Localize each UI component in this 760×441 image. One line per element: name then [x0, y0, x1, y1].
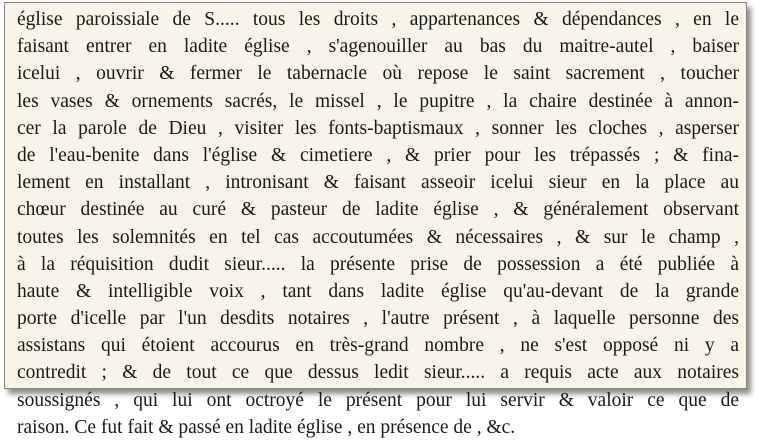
text-line: chœur destinée au curé & pasteur de ladite église , & généralement observant: [17, 199, 739, 221]
text-line: contredit ; & de tout ce que dessus ledit sieur..... a requis acte aux notaires: [17, 362, 739, 384]
text-line: à la réquisition dudit sieur..... la présente prise de possession a été publiée à: [17, 253, 739, 275]
text-line: lement en installant , intronisant & faisant asseoir icelui sieur en la place au: [17, 172, 739, 194]
text-line: cer la parole de Dieu , visiter les fonts-baptismaux , sonner les cloches , asperser: [17, 117, 739, 139]
text-line: porte d'icelle par l'un desdits notaires , l'autre présent , à laquelle personne des: [17, 308, 739, 330]
text-line: soussignés , qui lui ont octroyé le présent pour lui servir & valoir ce que de: [17, 389, 739, 411]
text-line: toutes les solemnités en tel cas accoutumées & nécessaires , & sur le champ ,: [17, 226, 739, 248]
text-line: raison. Ce fut fait & passé en ladite église , en présence de , &c.: [17, 416, 516, 438]
text-line: icelui , ouvrir & fermer le tabernacle où repose le saint sacrement , toucher: [17, 63, 739, 85]
text-line: haute & intelligible voix , tant dans ladite église qu'au-devant de la grande: [17, 280, 739, 302]
text-line: faisant entrer en ladite église , s'agenouiller au bas du maitre-autel , baiser: [17, 36, 739, 58]
text-line: les vases & ornements sacrés, le missel , le pupitre , la chaire destinée à annon-: [17, 90, 739, 112]
document-page: [4, 2, 747, 438]
text-line: église paroissiale de S..... tous les droits , appartenances & dépendances , en le: [17, 9, 739, 30]
text-line: de l'eau-benite dans l'église & cimetiere , & prier pour les trépassés ; & fina-: [17, 144, 739, 166]
document-text: [17, 6, 739, 441]
text-line: assistans qui étoient accourus en très-grand nombre , ne s'est opposé ni y a: [17, 335, 739, 357]
